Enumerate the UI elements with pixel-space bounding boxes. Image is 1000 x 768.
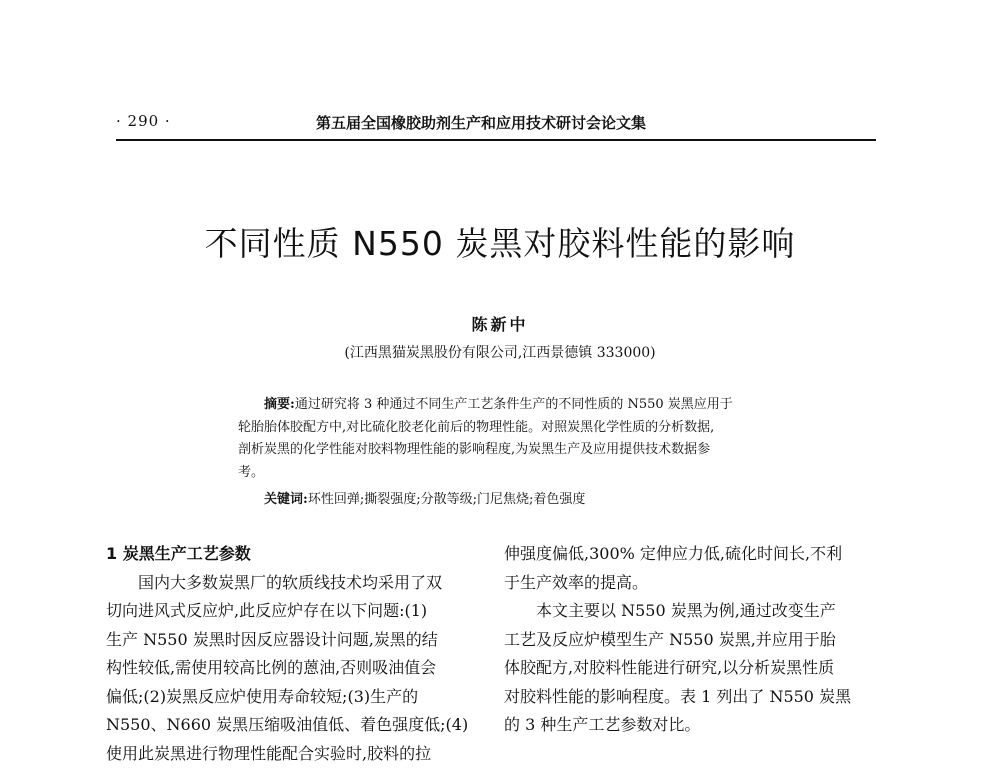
body-line: 伸强度偏低,300% 定伸应力低,硫化时间长,不利: [504, 540, 876, 569]
author-name: 陈新中: [120, 312, 880, 335]
abstract-line: 摘要:通过研究将 3 种通过不同生产工艺条件生产的不同性质的 N550 炭黑应用于: [238, 394, 746, 417]
body-line: 生产 N550 炭黑时因反应器设计问题,炭黑的结: [106, 626, 478, 655]
section-heading: 1 炭黑生产工艺参数: [106, 540, 478, 569]
left-column: [106, 540, 478, 768]
body-line: 的 3 种生产工艺参数对比。: [504, 711, 876, 740]
body-line: 本文主要以 N550 炭黑为例,通过改变生产: [504, 597, 876, 626]
body-line: 偏低;(2)炭黑反应炉使用寿命较短;(3)生产的: [106, 683, 478, 712]
keywords: [264, 488, 744, 507]
header-rule: [116, 139, 876, 141]
keywords-text: 环性回弹;撕裂强度;分散等级;门尼焦烧;着色强度: [308, 492, 586, 507]
abstract-line: 轮胎胎体胶配方中,对比硫化胶老化前后的物理性能。对照炭黑化学性质的分析数据,: [238, 417, 746, 440]
abstract-label: 摘要:: [264, 397, 295, 412]
body-line: N550、N660 炭黑压缩吸油值低、着色强度低;(4): [106, 711, 478, 740]
body-line: 工艺及反应炉模型生产 N550 炭黑,并应用于胎: [504, 626, 876, 655]
page-number: · 290 ·: [116, 112, 171, 130]
body-line: 于生产效率的提高。: [504, 569, 876, 598]
paper-title: 不同性质 N550 炭黑对胶料性能的影响: [120, 218, 880, 265]
abstract-line: 考。: [238, 462, 746, 485]
body-line: 使用此炭黑进行物理性能配合实验时,胶料的拉: [106, 740, 478, 768]
body-line: 体胶配方,对胶料性能进行研究,以分析炭黑性质: [504, 654, 876, 683]
keywords-label: 关键词:: [264, 492, 308, 507]
abstract: [238, 394, 746, 484]
right-column: [504, 540, 876, 740]
body-line: 对胶料性能的影响程度。表 1 列出了 N550 炭黑: [504, 683, 876, 712]
abstract-line: 剖析炭黑的化学性能对胶料物理性能的影响程度,为炭黑生产及应用提供技术数据参: [238, 439, 746, 462]
body-line: 国内大多数炭黑厂的软质线技术均采用了双: [106, 569, 478, 598]
journal-title: 第五届全国橡胶助剂生产和应用技术研讨会论文集: [316, 112, 646, 133]
body-line: 构性较低,需使用较高比例的蒽油,否则吸油值会: [106, 654, 478, 683]
running-head: [116, 112, 876, 142]
author-affiliation: (江西黑猫炭黑股份有限公司,江西景德镇 333000): [120, 342, 880, 362]
body-line: 切向进风式反应炉,此反应炉存在以下问题:(1): [106, 597, 478, 626]
